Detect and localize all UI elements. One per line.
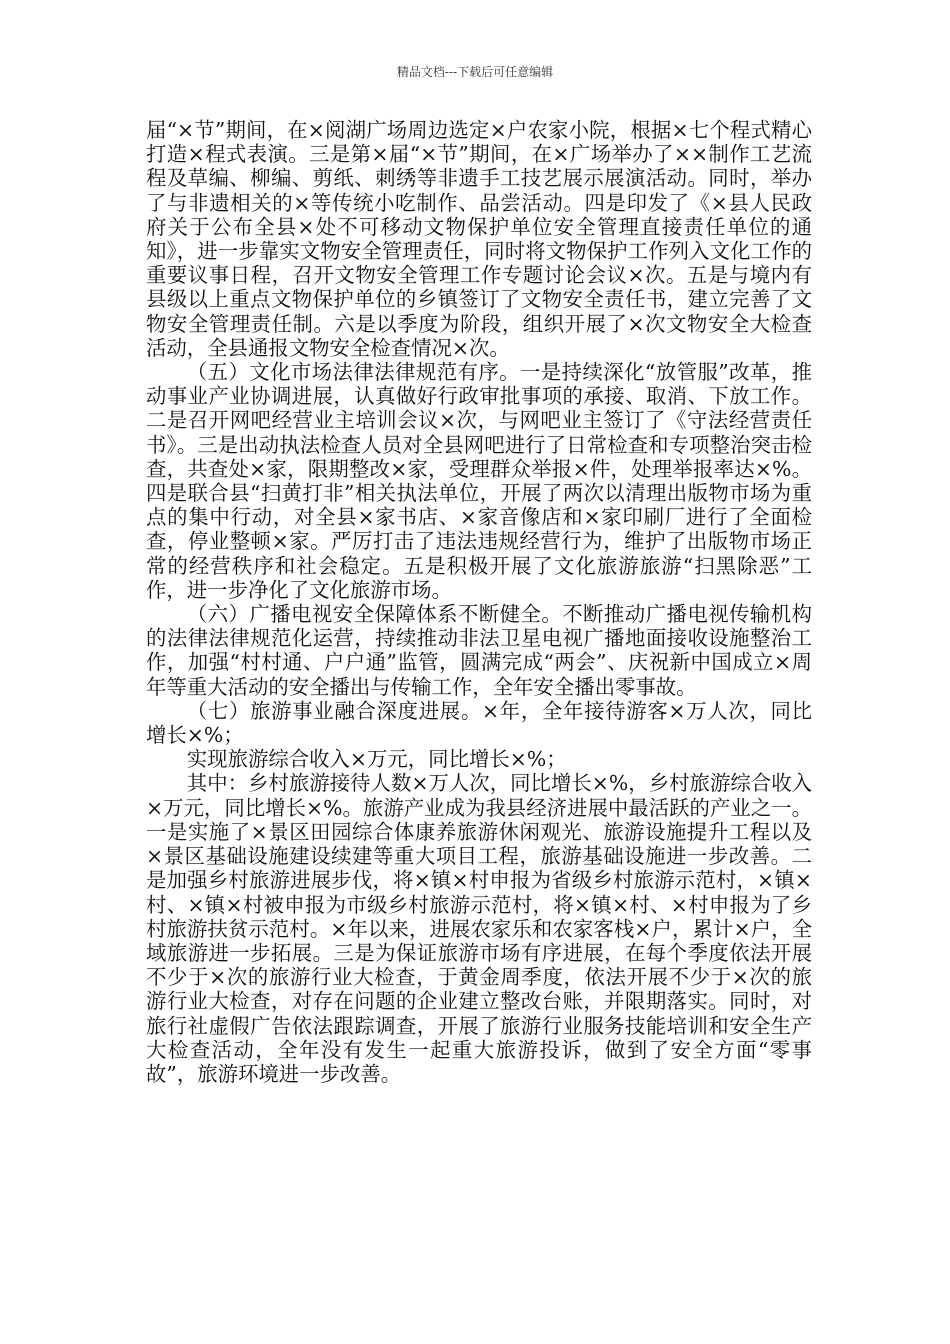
document-body bbox=[146, 118, 812, 1086]
page-header: 精品文档---下载后可任意编辑 bbox=[396, 65, 554, 79]
paragraph-tourism-income: 实现旅游综合收入×万元，同比增长×%； bbox=[186, 747, 567, 772]
paragraph-culture-market: （五）文化市场法律法律规范有序。一是持续深化“放管服”改革，推动事业产业协调进展，认真做好行政审批事项的承接、取消、下放工作。二是召开网吧经营业主培训会议×次，与网吧业主签订了《守法经营责任书》。三是出动执法检查人员对全县网吧进行了日常检查和专项整治突击检查，共查处×家，限期整改×家，受理群众举报×件，处理举报率达×%。四是联合县“扫黄打非”相关执法单位，开展了两次以清理出版物市场为重点的集中行动，对全县×家书店、×家音像店和×家印刷厂进行了全面检查，停业整顿×家。严厉打击了违法违规经营行为，维护了出版物市场正常的经营秩序和社会稳定。五是积极开展了文化旅游旅游“扫黑除恶”工作，进一步净化了文化旅游市场。 bbox=[146, 360, 812, 602]
paragraph-tourism-detail: 其中：乡村旅游接待人数×万人次，同比增长×%，乡村旅游综合收入×万元，同比增长×%。旅游产业成为我县经济进展中最活跃的产业之一。一是实施了×景区田园综合体康养旅游休闲观光、旅游设施提升工程以及×景区基础设施建设续建等重大项目工程，旅游基础设施进一步改善。二是加强乡村旅游进展步伐，将×镇×村申报为省级乡村旅游示范村，×镇×村、×镇×村被申报为市级乡村旅游示范村，将×镇×村、×村申报为了乡村旅游扶贫示范村。×年以来，进展农家乐和农家客栈×户，累计×户，全域旅游进一步拓展。三是为保证旅游市场有序进展，在每个季度依法开展不少于×次的旅游行业大检查，于黄金周季度，依法开展不少于×次的旅游行业大检查，对存在问题的企业建立整改台账，并限期落实。同时，对旅行社虚假广告依法跟踪调查，开展了旅游行业服务技能培训和安全生产大检查活动，全年没有发生一起重大旅游投诉，做到了安全方面“零事故”，旅游环境进一步改善。 bbox=[146, 771, 812, 1086]
paragraph-broadcast-safety: （六）广播电视安全保障体系不断健全。不断推动广播电视传输机构的法律法律规范化运营，持续推动非法卫星电视广播地面接收设施整治工作，加强“村村通、户户通”监管，圆满完成“两会”、庆祝新中国成立×周年等重大活动的安全播出与传输工作，全年安全播出零事故。 bbox=[146, 602, 812, 699]
paragraph-heritage-continued: 届“×节”期间，在×阅湖广场周边选定×户农家小院，根据×七个程式精心打造×程式表演。三是第×届“×节”期间，在×广场举办了××制作工艺流程及草编、柳编、剪纸、刺绣等非遗手工技艺展示展演活动。同时，举办了与非遗相关的×等传统小吃制作、品尝活动。四是印发了《×县人民政府关于公布全县×处不可移动文物保护单位安全管理直接责任单位的通知》，进一步靠实文物安全管理责任，同时将文物保护工作列入文化工作的重要议事日程，召开文物安全管理工作专题讨论会议×次。五是与境内有县级以上重点文物保护单位的乡镇签订了文物安全责任书，建立完善了文物安全管理责任制。六是以季度为阶段，组织开展了×次文物安全大检查活动，全县通报文物安全检查情况×次。 bbox=[146, 118, 812, 360]
paragraph-tourism-intro: （七）旅游事业融合深度进展。×年，全年接待游客×万人次，同比增长×%； bbox=[146, 698, 812, 748]
